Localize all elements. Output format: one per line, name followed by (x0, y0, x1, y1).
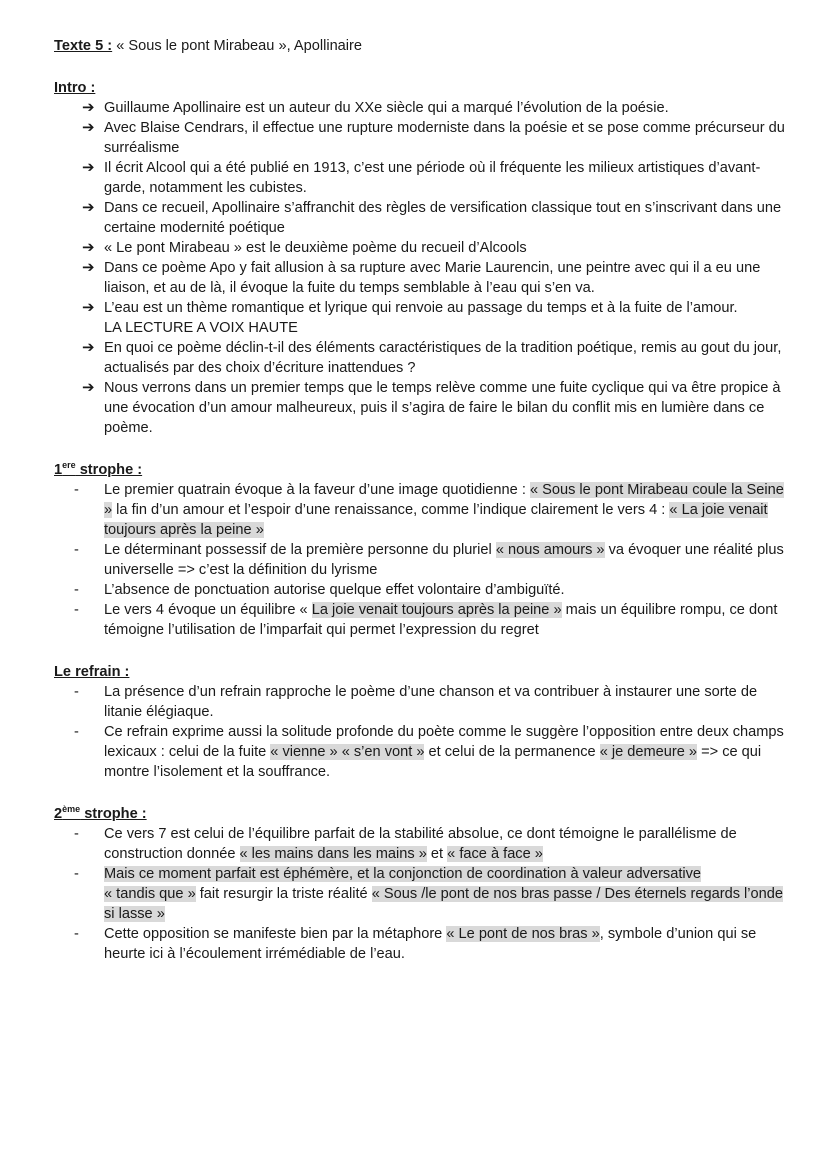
list-item: - Mais ce moment parfait est éphémère, et la conjonction de coordination à valeur adversative « tandis que » fait resurgir la triste réalité « Sous /le pont de nos bras passe / Des éternels regards l’onde si lasse » (74, 866, 784, 922)
strophe-2-list (54, 824, 788, 964)
highlight: « La joie venait toujours après la peine » (104, 502, 768, 538)
list-item: - Cette opposition se manifeste bien par la métaphore « Le pont de nos bras », symbole d’union qui se heurte ici à l’écoulement irrémédiable de l’eau. (74, 926, 757, 962)
arrow-right-icon: ➔ (82, 259, 95, 276)
arrow-right-icon: ➔ (82, 199, 95, 216)
list-item: - Le vers 4 évoque un équilibre « La joie venait toujours après la peine » mais un équilibre rompu, ce dont témoigne l’utilisation de l’imparfait qui permet l’expression du regret (74, 602, 778, 638)
refrain-list (54, 682, 788, 782)
arrow-right-icon: ➔ (82, 99, 95, 116)
arrow-right-icon: ➔ (82, 159, 95, 176)
page-title (54, 36, 788, 56)
strophe-1-list (54, 480, 788, 640)
list-item: ➔ Dans ce recueil, Apollinaire s’affranchit des règles de versification classique tout en s’inscrivant dans une certaine modernité poétique (82, 199, 782, 236)
highlight: « les mains dans les mains » (239, 846, 427, 862)
refrain-heading: Le refrain : (54, 664, 130, 680)
lecture-line: LA LECTURE A VOIX HAUTE (104, 320, 298, 336)
arrow-right-icon: ➔ (82, 239, 95, 256)
highlight: « Sous le pont Mirabeau coule la Seine » (104, 482, 784, 518)
highlight: La joie venait toujours après la peine » (311, 602, 562, 618)
highlight: « nous amours » (495, 542, 605, 558)
dash-bullet: - (74, 926, 79, 942)
list-item: - L’absence de ponctuation autorise quelque effet volontaire d’ambiguïté. (74, 582, 565, 598)
list-item: - Ce refrain exprime aussi la solitude profonde du poète comme le suggère l’opposition entre deux champs lexicaux : celui de la fuite « vienne » « s’en vont » et celui de la permanence « je demeure » => ce qui montre l’isolement et la souffrance. (74, 724, 784, 780)
dash-bullet: - (74, 866, 79, 882)
highlight: « Sous /le pont de nos bras passe / Des éternels regards l’onde si lasse » (104, 886, 784, 922)
list-item: - Le premier quatrain évoque à la faveur d’une image quotidienne : « Sous le pont Mirabeau coule la Seine » la fin d’un amour et l’espoir d’une renaissance, comme l’indique clairement le vers 4 : « La joie venait toujours après la peine » (74, 482, 784, 538)
arrow-right-icon: ➔ (82, 119, 95, 136)
arrow-right-icon: ➔ (82, 299, 95, 316)
strophe-2-heading: 2ème strophe : (54, 804, 147, 822)
highlight: « face à face » (447, 846, 543, 862)
list-item: ➔ Guillaume Apollinaire est un auteur du XXe siècle qui a marqué l’évolution de la poésie. (82, 99, 669, 116)
highlight: « tandis que » (104, 886, 196, 902)
dash-bullet: - (74, 724, 79, 740)
highlight: « vienne » « s’en vont » (270, 744, 425, 760)
list-item: ➔ Il écrit Alcool qui a été publié en 1913, c’est une période où il fréquente les milieux artistiques d’avant-garde, notamment les cubistes. (82, 159, 761, 196)
title-label: Texte 5 : (54, 38, 113, 54)
list-item: ➔ Avec Blaise Cendrars, il effectue une rupture moderniste dans la poésie et se pose comme précurseur du surréalisme (82, 119, 785, 156)
list-item: ➔ Dans ce poème Apo y fait allusion à sa rupture avec Marie Laurencin, une peintre avec qui il a eu une liaison, et au de là, il évoque la fuite du temps semblable à l’eau qui s’en va. (82, 259, 761, 296)
list-item: ➔ L’eau est un thème romantique et lyrique qui renvoie au passage du temps et à la fuite de l’amour. (82, 299, 738, 316)
intro-list-2 (54, 338, 788, 438)
strophe-1-heading: 1ere strophe : (54, 460, 143, 478)
dash-bullet: - (74, 582, 79, 598)
title-text: « Sous le pont Mirabeau », Apollinaire (112, 38, 363, 54)
list-item: ➔ « Le pont Mirabeau » est le deuxième poème du recueil d’Alcools (82, 239, 527, 256)
list-item: ➔ En quoi ce poème déclin-t-il des éléments caractéristiques de la tradition poétique, remis au gout du jour, actualisés par des choix d’écriture inattendues ? (82, 339, 782, 376)
dash-bullet: - (74, 826, 79, 842)
list-item: - Ce vers 7 est celui de l’équilibre parfait de la stabilité absolue, ce dont témoigne le parallélisme de construction donnée « les mains dans les mains » et « face à face » (74, 826, 737, 862)
arrow-right-icon: ➔ (82, 339, 95, 356)
highlight: « Le pont de nos bras » (446, 926, 600, 942)
dash-bullet: - (74, 542, 79, 558)
dash-bullet: - (74, 602, 79, 618)
list-item: - Le déterminant possessif de la première personne du pluriel « nous amours » va évoquer une réalité plus universelle => c’est la définition du lyrisme (74, 542, 784, 578)
dash-bullet: - (74, 482, 79, 498)
intro-heading: Intro : (54, 80, 96, 96)
list-item: ➔ Nous verrons dans un premier temps que le temps relève comme une fuite cyclique qui va être propice à une évocation d’un amour malheureux, puis il s’agira de faire le bilan du conflit mis en lumière dans ce poème. (82, 379, 781, 436)
arrow-right-icon: ➔ (82, 379, 95, 396)
dash-bullet: - (74, 684, 79, 700)
highlight: « je demeure » (599, 744, 698, 760)
list-item: - La présence d’un refrain rapproche le poème d’une chanson et va contribuer à instaurer une sorte de litanie élégiaque. (74, 684, 758, 720)
intro-list (54, 98, 788, 318)
